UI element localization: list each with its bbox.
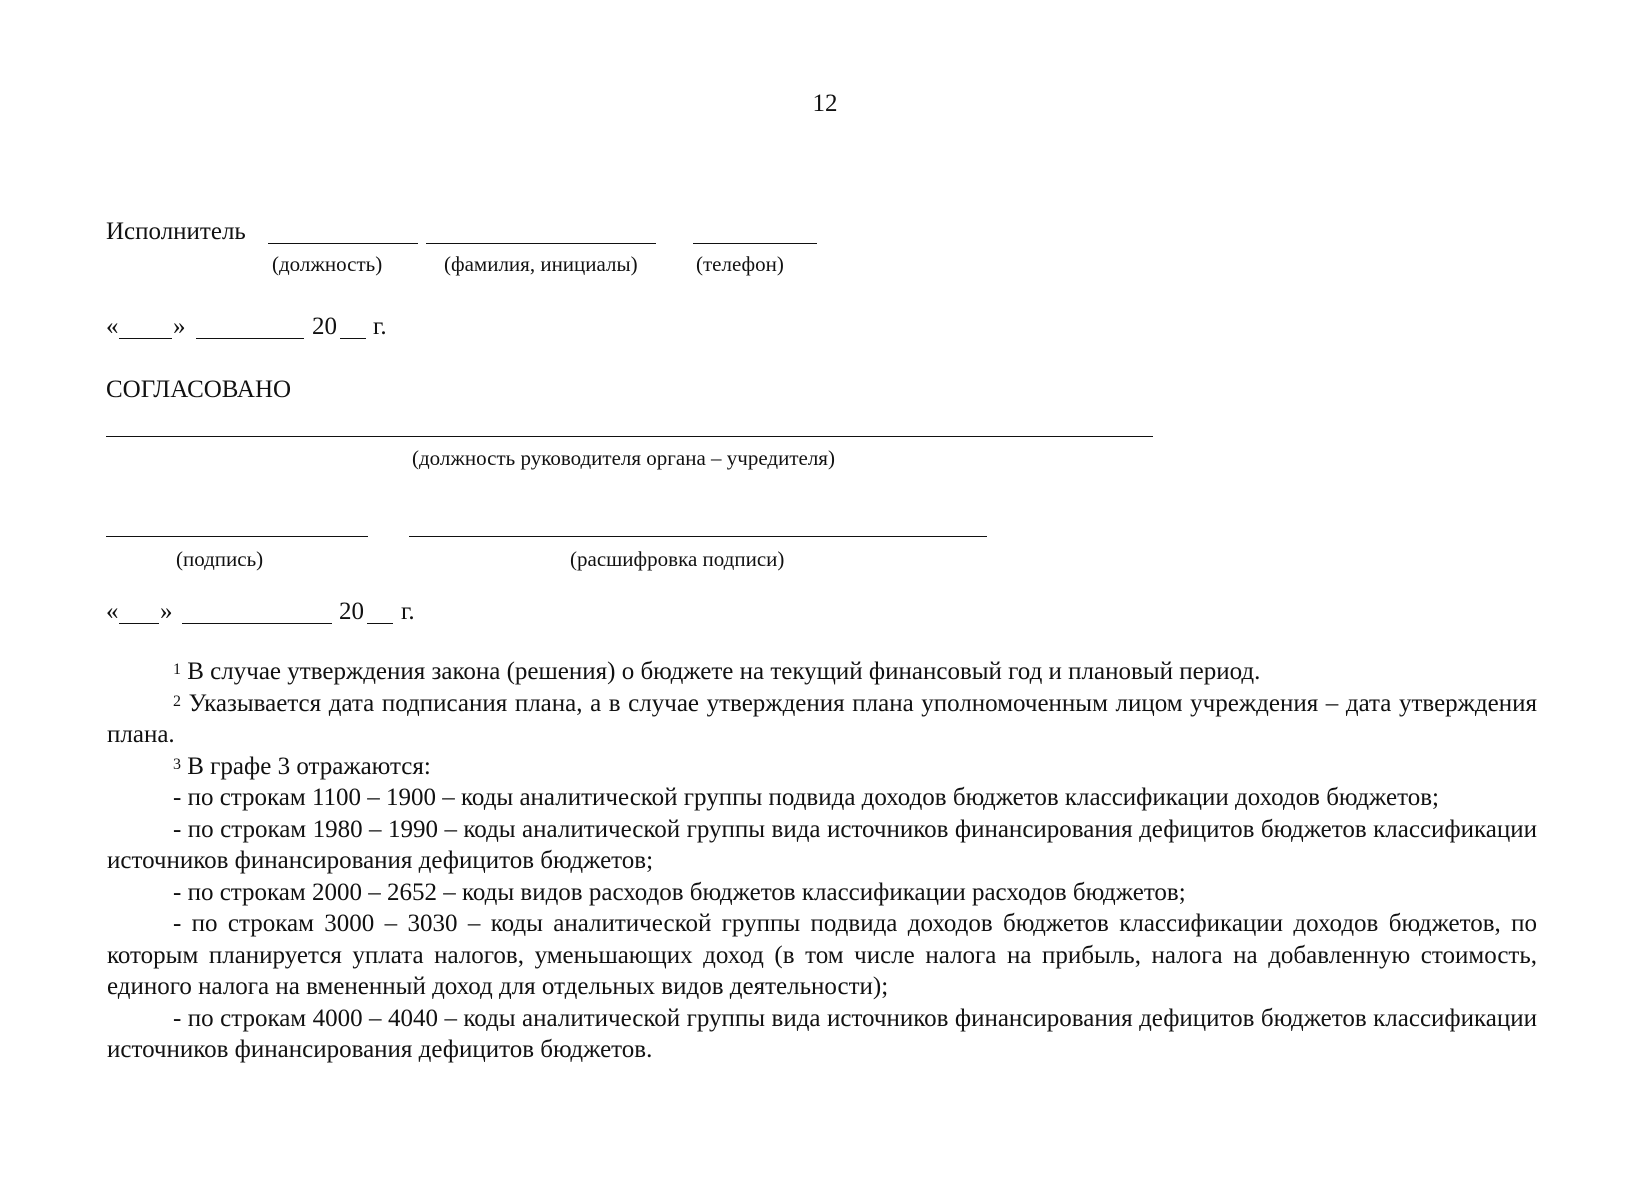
executor-label: Исполнитель: [106, 218, 246, 245]
footnotes: [107, 656, 1537, 1066]
footnote-text: В графе 3 отражаются:: [187, 752, 431, 780]
footnote-text: Указывается дата подписания плана, а в случае утверждения плана уполномоченным лицом учреждения – дата утверждения плана.: [107, 689, 1538, 748]
date2-year-line: [367, 623, 393, 624]
date2-day-line: [119, 623, 159, 624]
executor-phone-line: [693, 243, 817, 244]
footnote-3: [107, 751, 1537, 783]
date1-open-quote: «: [106, 313, 119, 340]
footnote-item: [107, 782, 1537, 814]
date2-close-quote: »: [160, 598, 173, 625]
footnote-mark: 3: [173, 755, 181, 773]
date1-year-prefix: 20: [312, 313, 337, 340]
footnote-mark: 1: [173, 661, 181, 678]
approval-position-caption: (должность руководителя органа – учредителя): [412, 446, 835, 470]
approval-decoding-line: [409, 536, 987, 537]
date1-year-suffix: г.: [373, 313, 387, 340]
executor-position-caption: (должность): [272, 252, 383, 276]
footnote-item: [107, 877, 1537, 909]
executor-phone-caption: (телефон): [696, 252, 784, 276]
date2-open-quote: «: [106, 598, 119, 625]
footnote-item: [107, 908, 1537, 1003]
footnote-1: [107, 656, 1537, 688]
footnote-text: - по строкам 3000 – 3030 – коды аналитической группы подвида доходов бюджетов классификации доходов бюджетов, по которым планируется уплата налогов, уменьшающих доход (в том числе налога на прибыль, налога на добавленную стоимость, единого налога на вмененный доход для отдельных видов деятельности);: [107, 910, 1537, 1000]
approval-position-line: [106, 436, 1153, 437]
footnote-2: [107, 688, 1537, 751]
footnote-item: [107, 814, 1537, 877]
approval-signature-caption: (подпись): [176, 547, 264, 571]
approval-decoding-caption: (расшифровка подписи): [570, 547, 785, 571]
date1-year-line: [340, 338, 366, 339]
date2-year-suffix: г.: [401, 598, 415, 625]
footnote-text: - по строкам 1100 – 1900 – коды аналитической группы подвида доходов бюджетов классификации доходов бюджетов;: [173, 784, 1439, 811]
date1-day-line: [119, 338, 172, 339]
date2-year-prefix: 20: [339, 598, 364, 625]
footnote-text: - по строкам 4000 – 4040 – коды аналитической группы вида источников финансирования дефицитов бюджетов классификации источников финансирования дефицитов бюджетов.: [107, 1004, 1537, 1063]
footnote-mark: 2: [173, 692, 181, 710]
footnote-text: - по строкам 2000 – 2652 – коды видов расходов бюджетов классификации расходов бюджетов;: [173, 878, 1186, 906]
approval-title: СОГЛАСОВАНО: [106, 376, 292, 403]
approval-signature-line: [106, 536, 368, 537]
date1-month-line: [196, 338, 304, 339]
footnote-text: В случае утверждения закона (решения) о бюджете на текущий финансовый год и плановый период.: [187, 658, 1261, 685]
executor-position-line: [268, 243, 418, 244]
date1-close-quote: »: [173, 313, 186, 340]
executor-name-line: [426, 243, 656, 244]
footnote-item: [107, 1003, 1537, 1066]
date2-month-line: [182, 623, 332, 624]
executor-name-caption: (фамилия, инициалы): [444, 252, 638, 276]
page-number: 12: [812, 90, 838, 117]
footnote-text: - по строкам 1980 – 1990 – коды аналитической группы вида источников финансирования дефицитов бюджетов классификации источников финансирования дефицитов бюджетов;: [107, 815, 1537, 874]
